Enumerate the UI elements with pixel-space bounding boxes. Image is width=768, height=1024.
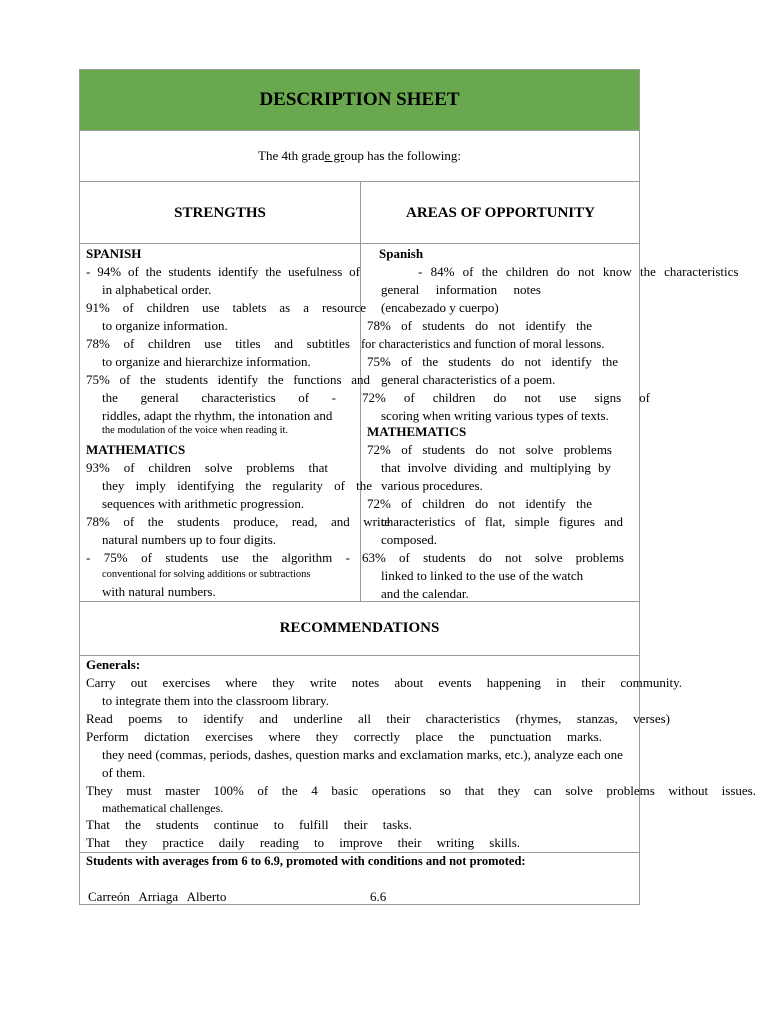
opportunity-line: 72% of children do not use signs of — [362, 390, 650, 405]
divider — [80, 243, 639, 244]
strength-math-line: 93% of children solve problems that — [86, 460, 328, 475]
student-name: Carreón Arriaga Alberto — [88, 889, 227, 904]
recommendation-line: That they practice daily reading to improve their writing skills. — [86, 835, 520, 850]
column-divider — [360, 181, 361, 601]
recommendation-line: That the students continue to fulfill their tasks. — [86, 817, 412, 832]
strength-math-line: - 75% of students use the algorithm - — [86, 550, 350, 565]
strength-line: the general characteristics of - — [102, 390, 336, 405]
generals-heading: Generals: — [86, 657, 141, 672]
divider — [80, 655, 639, 656]
strengths-header: STRENGTHS — [174, 205, 266, 221]
recommendation-line: Read poems to identify and underline all their characteristics (rhymes, stanzas, verses) — [86, 711, 670, 726]
opportunity-line: scoring when writing various types of texts. — [381, 408, 609, 423]
strength-line: to organize and hierarchize information. — [102, 354, 311, 369]
student-average: 6.6 — [370, 889, 387, 904]
opportunity-math-heading: MATHEMATICS — [367, 424, 467, 439]
opportunity-line: general information notes — [381, 282, 541, 297]
opportunity-line: 75% of the students do not identify the — [367, 354, 618, 369]
strength-line: - 94% of the students identify the usefulness of — [86, 264, 360, 279]
strength-line: the modulation of the voice when reading it. — [102, 425, 289, 436]
intro-text: The 4th grade group has the following: — [258, 148, 461, 163]
opportunity-math-line: and the calendar. — [381, 586, 469, 601]
strength-line: 78% of children use titles and subtitles — [86, 336, 350, 351]
strength-line: in alphabetical order. — [102, 282, 212, 297]
recommendation-line: Carry out exercises where they write notes about events happening in their community. — [86, 675, 682, 690]
opportunity-math-line: that involve dividing and multiplying by — [381, 460, 611, 475]
opportunity-line: general characteristics of a poem. — [381, 372, 556, 387]
recommendation-line: Perform dictation exercises where they correctly place the punctuation marks. — [86, 729, 602, 744]
recommendations-header: RECOMMENDATIONS — [279, 620, 440, 636]
description-sheet — [79, 69, 756, 905]
strength-line: riddles, adapt the rhythm, the intonation and — [102, 408, 333, 423]
opportunity-line: for characteristics and function of moral lessons. — [361, 337, 605, 351]
opportunity-math-line: 63% of students do not solve problems — [362, 550, 624, 565]
strength-math-line: they imply identifying the regularity of the — [102, 478, 372, 493]
strength-math-line: 78% of the students produce, read, and write — [86, 514, 390, 529]
opportunity-header: AREAS OF OPPORTUNITY — [406, 205, 595, 221]
opportunity-math-line: various procedures. — [381, 478, 483, 493]
opportunity-line: 78% of students do not identify the — [367, 318, 592, 333]
recommendation-line: of them. — [102, 765, 146, 780]
strength-math-line: sequences with arithmetic progression. — [102, 496, 305, 511]
opportunity-math-line: 72% of children do not identify the — [367, 496, 592, 511]
strengths-math-heading: MATHEMATICS — [86, 442, 186, 457]
strength-line: 91% of children use tablets as a resource — [86, 300, 366, 315]
recommendation-line: they need (commas, periods, dashes, question marks and exclamation marks, etc.), analyze each one — [102, 747, 623, 762]
strength-math-line: natural numbers up to four digits. — [102, 532, 277, 547]
strength-line: to organize information. — [102, 318, 228, 333]
recommendation-line: They must master 100% of the 4 basic operations so that they can solve problems without issues. — [86, 783, 756, 798]
strength-line: 75% of the students identify the functions and — [86, 372, 370, 387]
divider — [80, 601, 639, 602]
sheet-title: DESCRIPTION SHEET — [259, 89, 460, 110]
opportunity-math-line: 72% of students do not solve problems — [367, 442, 612, 457]
recommendation-line: mathematical challenges. — [102, 801, 224, 815]
opportunity-spanish-heading: Spanish — [379, 246, 424, 261]
opportunity-math-line: linked to linked to the use of the watch — [381, 568, 584, 583]
divider — [80, 130, 639, 131]
opportunity-math-line: characteristics of flat, simple figures and — [381, 514, 623, 529]
strength-math-line: with natural numbers. — [102, 584, 216, 599]
strength-math-line: conventional for solving additions or subtractions — [102, 569, 311, 580]
recommendation-line: to integrate them into the classroom library. — [102, 693, 329, 708]
opportunity-math-line: composed. — [381, 532, 437, 547]
opportunity-line: - 84% of the children do not know the characteristics — [418, 264, 739, 279]
strengths-spanish-heading: SPANISH — [86, 246, 142, 261]
opportunity-line: (encabezado y cuerpo) — [381, 300, 499, 315]
students-heading: Students with averages from 6 to 6.9, promoted with conditions and not promoted: — [86, 854, 526, 868]
